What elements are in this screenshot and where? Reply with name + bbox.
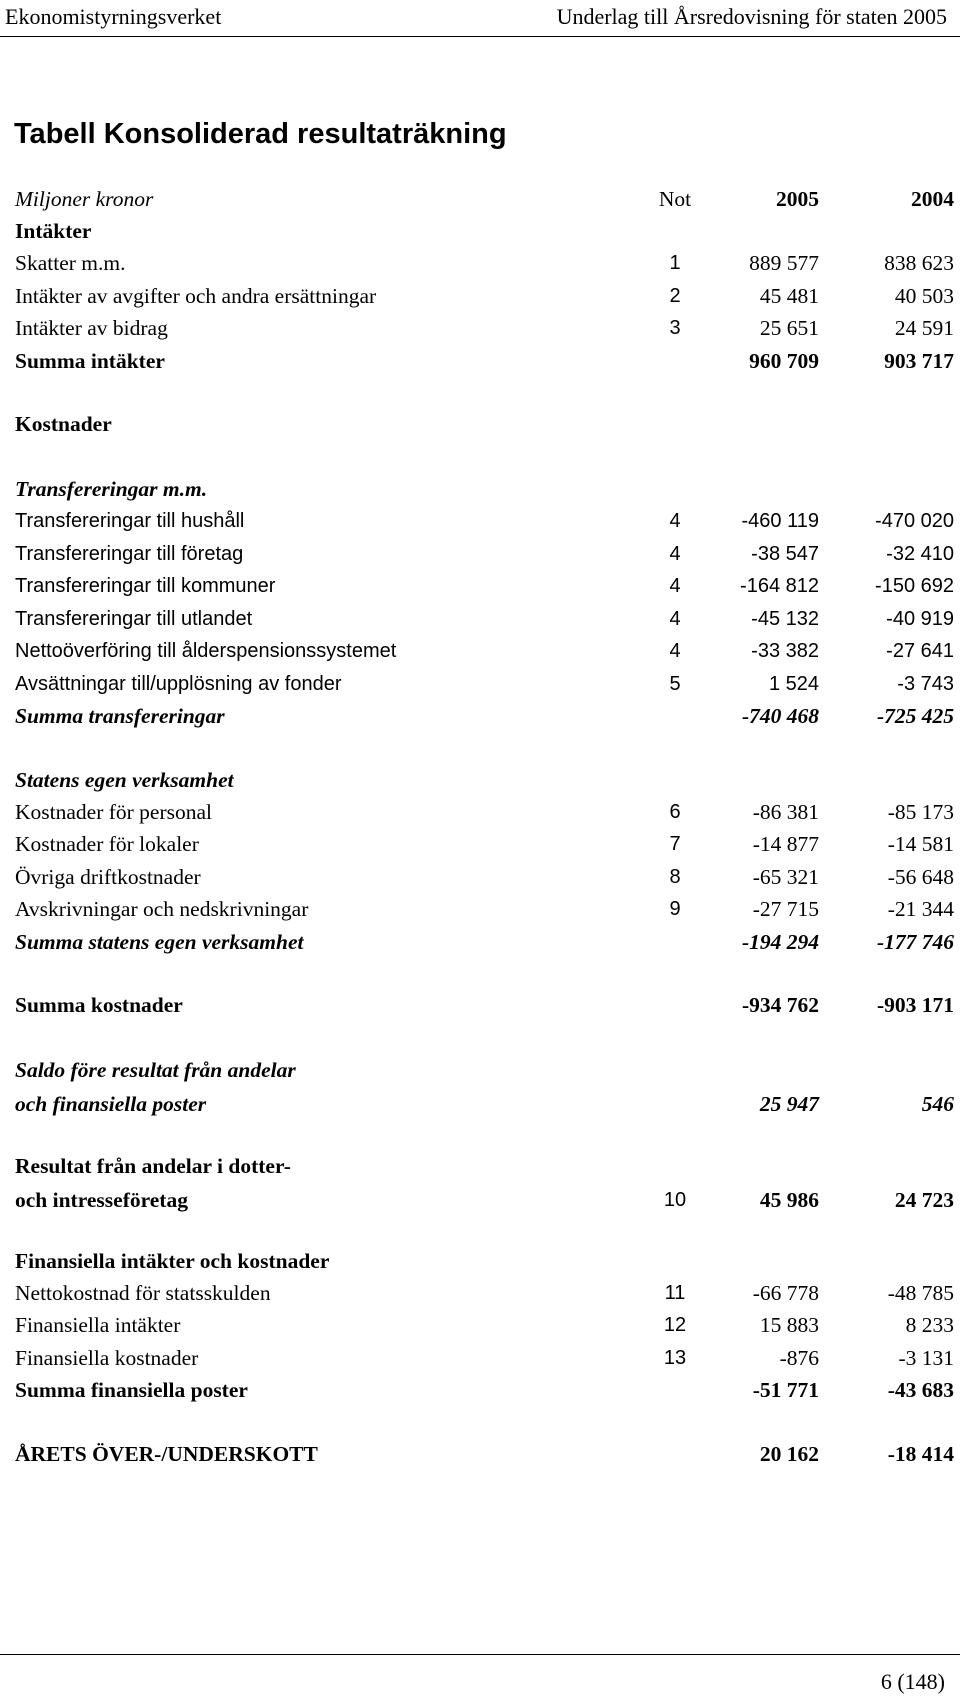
row-value-2005: -876 [779,1346,819,1370]
row-label: Kostnader för lokaler [15,832,199,856]
table-row [0,537,960,571]
section-heading-statens-egen-verksamhet [0,763,960,797]
row-note: 4 [669,543,681,565]
footer-divider [0,1654,960,1655]
row-label: Statens egen verksamhet [15,768,234,792]
row-value-2004: -14 581 [887,832,954,856]
section-heading-finansiella [0,1244,960,1278]
row-value-2005: -33 382 [751,640,819,662]
row-label: Transfereringar till hushåll [15,510,245,532]
row-label-line-2: och intresseföretag [15,1188,188,1212]
row-value-2005: -45 132 [751,608,819,630]
row-label-line-1: Resultat från andelar i dotter- [15,1154,291,1178]
row-value-2004: -725 425 [876,704,954,728]
row-note: 4 [669,575,681,597]
row-label: Transfereringar m.m. [15,477,208,501]
row-label: Transfereringar till utlandet [15,608,253,630]
table-row [0,504,960,538]
table-row [0,602,960,636]
row-value-2005: 25 651 [759,316,819,340]
row-value-2005: -740 468 [741,704,819,728]
section-heading-transfereringar [0,472,960,506]
table-row [0,860,960,894]
row-note: 4 [669,510,681,532]
row-value-2005: -27 715 [752,897,819,921]
row-note: 4 [669,608,681,630]
subtotal-row [0,344,960,378]
grand-total-row [0,1437,960,1471]
row-value-2005: 45 986 [759,1188,819,1212]
row-value-2005: -38 547 [751,543,819,565]
row-label: Avskrivningar och nedskrivningar [15,897,309,921]
row-value-2004: -48 785 [887,1281,954,1305]
row-value-2004: -43 683 [887,1378,954,1402]
row-label-multiline [15,1053,296,1121]
row-note: 10 [663,1189,687,1211]
table-row [0,246,960,280]
row-value-2004: 40 503 [894,284,954,308]
year-2004-header: 2004 [911,187,954,211]
row-value-2005: 1 524 [768,673,819,695]
row-label: Intäkter [15,219,92,243]
row-label: Summa kostnader [15,993,183,1017]
row-value-2005: 20 162 [759,1442,819,1466]
row-label-multiline [15,1149,291,1217]
table-row [0,892,960,926]
table-row [0,667,960,701]
unit-label: Miljoner kronor [15,187,154,211]
section-heading-intakter [0,214,960,248]
table-row [0,311,960,345]
table-row [0,279,960,313]
table-row [0,795,960,829]
row-note: 5 [669,673,681,695]
row-value-2005: -14 877 [752,832,819,856]
subtotal-row [0,1373,960,1407]
row-label: Summa finansiella poster [15,1378,248,1402]
subtotal-row [0,925,960,959]
row-value-2005: 15 883 [759,1313,819,1337]
row-value-2005: 960 709 [749,349,819,373]
row-label: Summa statens egen verksamhet [15,930,304,954]
row-value-2004: -18 414 [887,1442,954,1466]
row-value-2005: -934 762 [741,993,819,1017]
row-value-2005: -65 321 [752,865,819,889]
row-value-2005: -66 778 [752,1281,819,1305]
year-2005-header: 2005 [776,187,819,211]
row-value-2004: -21 344 [887,897,954,921]
page-number: 6 (148) [880,1669,945,1694]
row-value-2004: 8 233 [905,1313,954,1337]
row-note: 3 [669,317,681,339]
row-value-2004: -177 746 [876,930,954,954]
total-row [0,988,960,1022]
row-label: Intäkter av bidrag [15,316,168,340]
row-label: Övriga driftkostnader [15,865,201,889]
row-value-2004: -40 919 [886,608,954,630]
row-value-2005: 889 577 [749,251,819,275]
header-document-title: Underlag till Årsredovisning för staten 2005 [556,4,947,29]
row-value-2004: -470 020 [875,510,954,532]
row-value-2005: -86 381 [752,800,819,824]
row-label: Nettoöverföring till ålderspensionssystemet [15,640,397,662]
row-label: Summa intäkter [15,349,165,373]
row-value-2004: -85 173 [887,800,954,824]
row-value-2004: 838 623 [884,251,954,275]
row-label: ÅRETS ÖVER-/UNDERSKOTT [15,1442,318,1466]
subtotal-row [0,699,960,733]
row-label: Avsättningar till/upplösning av fonder [15,673,342,695]
row-note: 12 [663,1314,687,1336]
row-note: 9 [669,898,681,920]
row-label: Finansiella intäkter [15,1313,181,1337]
row-value-2004: -150 692 [875,575,954,597]
header-org-name: Ekonomistyrningsverket [5,4,222,29]
row-note: 13 [663,1347,687,1369]
row-label: Kostnader för personal [15,800,213,824]
note-column-header: Not [658,187,692,211]
row-value-2004: -3 131 [898,1346,954,1370]
row-label: Kostnader [15,412,112,436]
table-row [0,634,960,668]
row-label: Nettokostnad för statsskulden [15,1281,271,1305]
table-row [0,569,960,603]
row-value-2004: -56 648 [887,865,954,889]
row-value-2004: 546 [921,1092,954,1116]
row-note: 2 [669,285,681,307]
row-value-2005: -460 119 [741,510,819,532]
row-value-2004: -27 641 [886,640,954,662]
row-value-2005: -164 812 [740,575,819,597]
row-label-line-2: och finansiella poster [15,1092,207,1116]
row-label: Finansiella intäkter och kostnader [15,1249,330,1273]
row-label-line-1: Saldo före resultat från andelar [15,1058,296,1082]
table-row [0,827,960,861]
row-note: 8 [669,866,681,888]
section-heading-kostnader [0,407,960,441]
row-note: 6 [669,801,681,823]
table-row [0,1276,960,1310]
row-value-2004: 903 717 [884,349,954,373]
row-value-2005: 45 481 [759,284,819,308]
row-value-2004: 24 723 [894,1188,954,1212]
subtotal-row [0,1053,960,1121]
row-label: Transfereringar till företag [15,543,244,565]
subtotal-row [0,1149,960,1217]
row-value-2005: 25 947 [759,1092,819,1116]
row-label: Transfereringar till kommuner [15,575,276,597]
row-value-2004: -903 171 [876,993,954,1017]
row-value-2005: -51 771 [752,1378,819,1402]
row-label: Skatter m.m. [15,251,126,275]
row-note: 1 [669,252,681,274]
row-value-2004: 24 591 [894,316,954,340]
table-row [0,1308,960,1342]
row-value-2004: -3 743 [897,673,954,695]
row-label: Finansiella kostnader [15,1346,199,1370]
row-note: 7 [669,833,681,855]
row-label: Intäkter av avgifter och andra ersättningar [15,284,377,308]
page-title: Tabell Konsoliderad resultaträkning [14,118,507,150]
row-note: 11 [664,1282,686,1304]
row-label: Summa transfereringar [15,704,225,728]
row-note: 4 [669,640,681,662]
header-divider [0,36,960,37]
column-header-row [0,182,960,216]
row-value-2005: -194 294 [741,930,819,954]
table-row [0,1341,960,1375]
row-value-2004: -32 410 [886,543,954,565]
